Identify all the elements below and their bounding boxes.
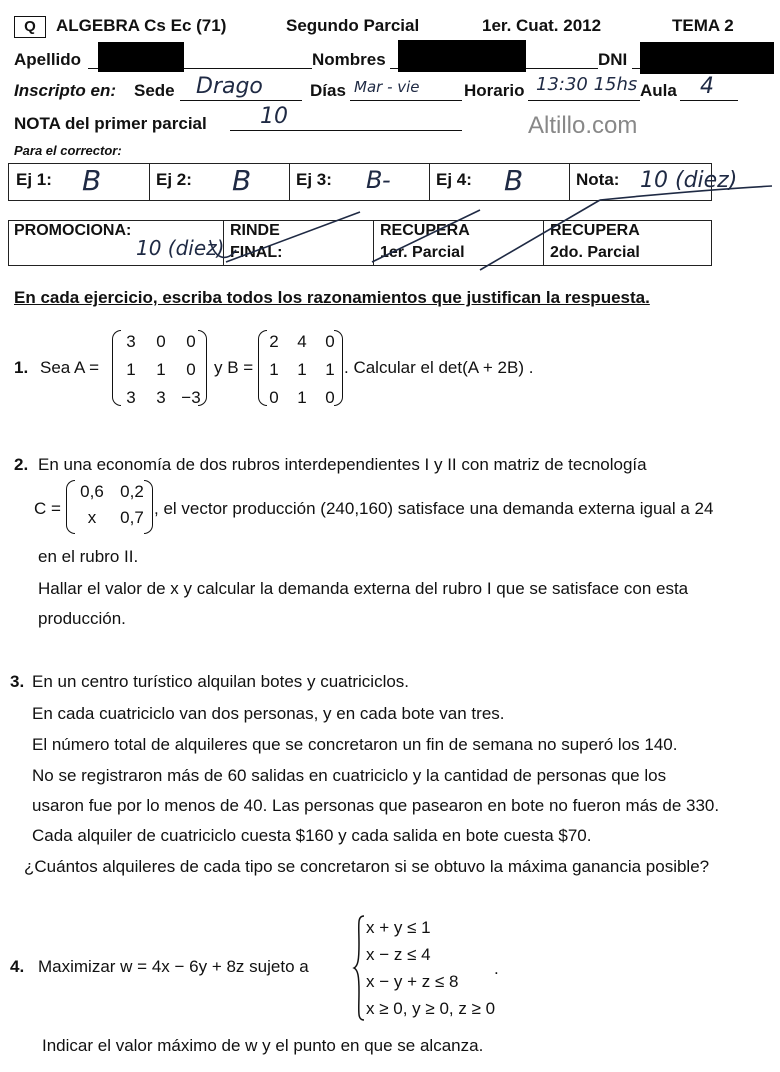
- ej3-value: B-: [366, 166, 391, 194]
- ej1-value: B: [82, 164, 102, 197]
- dni-label: DNI: [598, 50, 628, 69]
- matrix-c: [72, 482, 152, 528]
- system-brace: [352, 914, 366, 1022]
- constraint: x − y + z ≤ 8: [366, 972, 459, 991]
- ej3-label: Ej 3:: [296, 170, 332, 189]
- matrix-b: [260, 332, 344, 408]
- nota-value: 10 (diez): [640, 168, 738, 193]
- recupera1-label: RECUPERA: [380, 222, 470, 239]
- matA-cell: 0: [156, 332, 166, 351]
- matC-cell: 0,6: [80, 482, 104, 501]
- ex1-calc: . Calcular el det(A + 2B) .: [344, 358, 534, 377]
- ej1-label: Ej 1:: [16, 170, 52, 189]
- q-label: Q: [14, 16, 46, 38]
- course-title: ALGEBRA Cs Ec (71): [56, 16, 227, 35]
- ex2-line1: En una economía de dos rubros interdependientes I y II con matriz de tecnología: [38, 455, 647, 474]
- constraint: x ≥ 0, y ≥ 0, z ≥ 0: [366, 999, 496, 1018]
- matA-cell: 3: [126, 388, 136, 407]
- ex4-indicate: Indicar el valor máximo de w y el punto en que se alcanza.: [42, 1036, 484, 1055]
- ex2-line3: en el rubro II.: [38, 547, 139, 566]
- aula-label: Aula: [640, 81, 677, 100]
- inscripto-label: Inscripto en:: [14, 81, 117, 100]
- matC-cell: x: [87, 508, 97, 527]
- corrector-label: Para el corrector:: [14, 143, 122, 158]
- matB-cell: 1: [297, 388, 307, 407]
- ex2-line2: , el vector producción (240,160) satisface una demanda externa igual a 24: [154, 499, 714, 518]
- recupera2-sub: 2do. Parcial: [550, 244, 640, 261]
- matB-cell: 1: [325, 360, 335, 379]
- matA-cell: −3: [181, 388, 201, 407]
- recupera2-label: RECUPERA: [550, 222, 640, 239]
- matA-cell: 0: [186, 332, 196, 351]
- matA-right-paren: [198, 330, 207, 406]
- matB-cell: 1: [269, 360, 279, 379]
- instructions: En cada ejercicio, escriba todos los razonamientos que justifican la respuesta.: [14, 288, 650, 307]
- nota-primer-label: NOTA del primer parcial: [14, 114, 207, 133]
- watermark: Altillo.com: [528, 112, 638, 139]
- aula-value: 4: [700, 74, 714, 99]
- promociona-label: PROMOCIONA:: [14, 222, 132, 239]
- matB-cell: 1: [297, 360, 307, 379]
- matB-cell: 4: [297, 332, 307, 351]
- matA-cell: 3: [126, 332, 136, 351]
- matA-cell: 3: [156, 388, 166, 407]
- matA-cell: 1: [156, 360, 166, 379]
- matrix-a: [116, 332, 206, 408]
- ej2-value: B: [232, 164, 252, 197]
- dias-label: Días: [310, 81, 346, 100]
- matB-cell: 0: [269, 388, 279, 407]
- apellido-label: Apellido: [14, 50, 82, 69]
- ex2-line4: Hallar el valor de x y calcular la demanda externa del rubro I que se satisface con esta: [38, 579, 689, 598]
- matB-right-paren: [334, 330, 343, 406]
- tema: TEMA 2: [672, 16, 734, 35]
- horario-label: Horario: [464, 81, 525, 100]
- constraint: x + y ≤ 1: [366, 918, 431, 937]
- ex4-maximize: Maximizar w = 4x − 6y + 8z sujeto a: [38, 957, 309, 976]
- period: 1er. Cuat. 2012: [482, 16, 602, 35]
- recupera1-sub: 1er. Parcial: [380, 244, 465, 261]
- horario-value: 13:30 15hs: [536, 74, 638, 95]
- matC-cell: 0,2: [120, 482, 144, 501]
- promociona-value: 10 (diez): [136, 236, 225, 260]
- rinde-label: RINDE: [230, 222, 280, 239]
- matB-cell: 0: [325, 388, 335, 407]
- ex3-line: usaron fue por lo menos de 40. Las personas que pasearon en bote no fueron más de 330.: [32, 796, 720, 815]
- nota-label: Nota:: [576, 170, 620, 189]
- ex4-number: 4.: [10, 957, 25, 976]
- matA-cell: 0: [186, 360, 196, 379]
- ex4-dot: .: [494, 959, 499, 978]
- ex3-line: En un centro turístico alquilan botes y cuatriciclos.: [32, 672, 410, 691]
- ej4-label: Ej 4:: [436, 170, 472, 189]
- matB-cell: 0: [325, 332, 335, 351]
- ex3-number: 3.: [10, 672, 25, 691]
- ex3-line: El número total de alquileres que se concretaron un fin de semana no superó los 140.: [32, 735, 678, 754]
- ex1-sea: Sea A =: [40, 358, 100, 377]
- sede-value: Drago: [196, 74, 263, 99]
- ex2-c-eq: C =: [34, 499, 61, 518]
- dias-value: Mar - vie: [354, 78, 420, 96]
- ej4-value: B: [504, 164, 524, 197]
- ex1-yb: y B =: [214, 358, 254, 377]
- ex2-number: 2.: [14, 455, 29, 474]
- ej2-label: Ej 2:: [156, 170, 192, 189]
- nota-primer-value: 10: [260, 104, 288, 129]
- sede-label: Sede: [134, 81, 175, 100]
- ex3-line: No se registraron más de 60 salidas en cuatriciclo y la cantidad de personas que los: [32, 766, 667, 785]
- exam-name: Segundo Parcial: [286, 16, 420, 35]
- matA-cell: 1: [126, 360, 136, 379]
- final-label: FINAL:: [230, 244, 283, 261]
- matC-cell: 0,7: [120, 508, 144, 527]
- ex3-line: En cada cuatriciclo van dos personas, y en cada bote van tres.: [32, 704, 505, 723]
- constraint: x − z ≤ 4: [366, 945, 431, 964]
- ex3-line: ¿Cuántos alquileres de cada tipo se concretaron si se obtuvo la máxima ganancia posible?: [24, 857, 710, 876]
- ex2-line5: producción.: [38, 609, 126, 628]
- ex3-line: Cada alquiler de cuatriciclo cuesta $160 y cada salida en bote cuesta $70.: [32, 826, 592, 845]
- matC-right-paren: [144, 480, 153, 534]
- matB-cell: 2: [269, 332, 279, 351]
- nombres-label: Nombres: [312, 50, 386, 69]
- ex1-number: 1.: [14, 358, 29, 377]
- pen-strokes: [0, 0, 780, 300]
